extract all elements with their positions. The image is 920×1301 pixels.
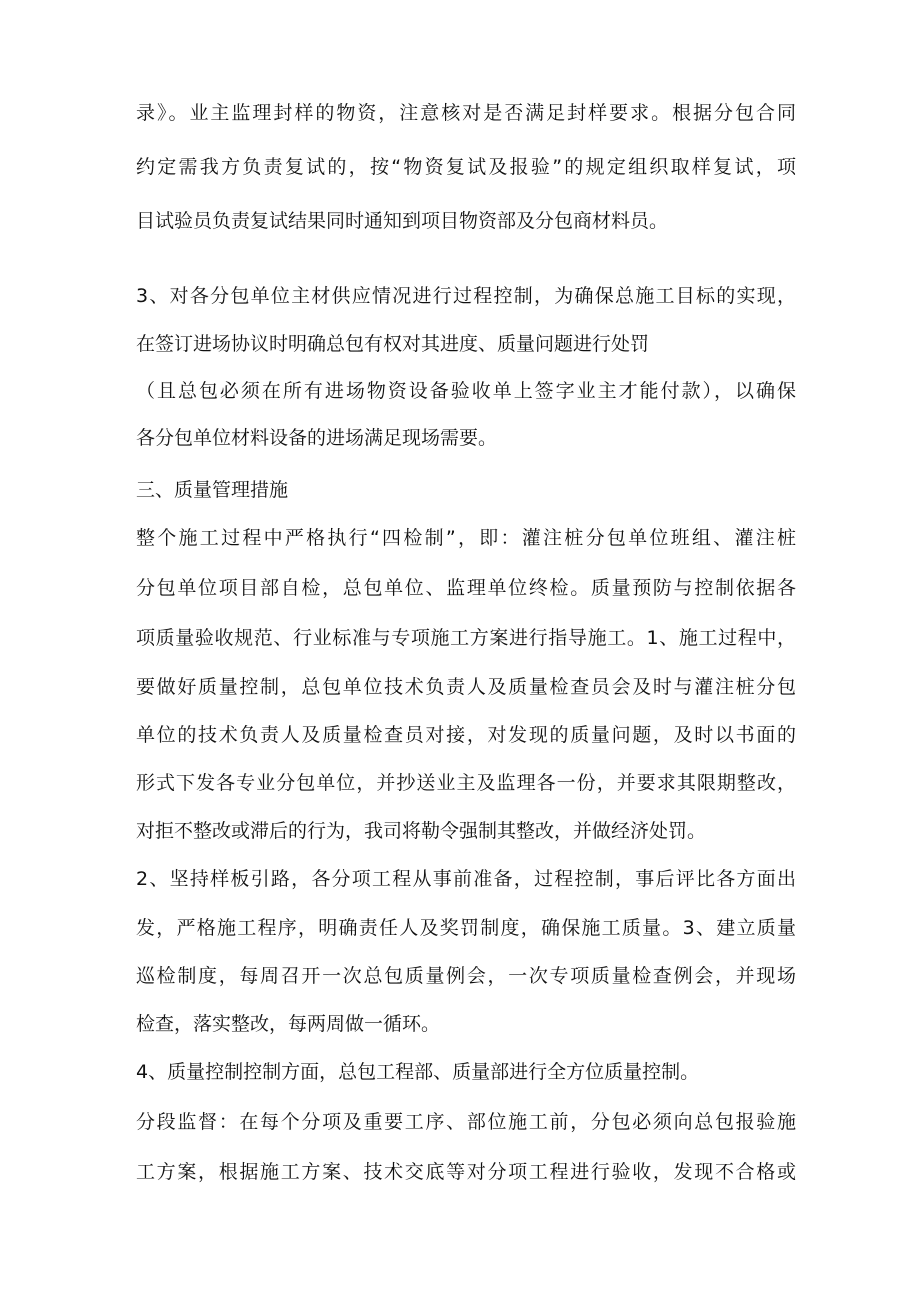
text-line: 分包单位项目部自检，总包单位、监理单位终检。质量预防与控制依据各 [136,577,796,599]
text-line: 分段监督：在每个分项及重要工序、部位施工前，分包必须向总包报验施 [136,1111,796,1133]
section-heading: 三、质量管理措施 [136,479,289,501]
text-line: 形式下发各专业分包单位，并抄送业主及监理各一份，并要求其限期整改， [136,772,796,794]
text-line: 单位的技术负责人及质量检查员对接，对发现的质量问题，及时以书面的 [136,724,796,746]
text-line: 巡检制度，每周召开一次总包质量例会，一次专项质量检查例会，并现场 [136,965,796,987]
text-line: 要做好质量控制，总包单位技术负责人及质量检查员会及时与灌注桩分包 [136,676,796,698]
text-line: 项质量验收规范、行业标准与专项施工方案进行指导施工。1、施工过程中， [136,627,796,649]
text-line: 对拒不整改或滞后的行为，我司将勒令强制其整改，并做经济处罚。 [136,820,707,842]
text-line: 发，严格施工程序，明确责任人及奖罚制度，确保施工质量。3、建立质量 [136,917,796,939]
text-line: 4、质量控制控制方面，总包工程部、质量部进行全方位质量控制。 [136,1061,700,1083]
text-line: 在签订进场协议时明确总包有权对其进度、质量问题进行处罚 [136,333,650,355]
text-line: 目试验员负责复试结果同时通知到项目物资部及分包商材料员。 [136,210,669,232]
text-line: 整个施工过程中严格执行“四检制”，即：灌注桩分包单位班组、灌注桩 [136,527,796,549]
text-line: 工方案，根据施工方案、技术交底等对分项工程进行验收，发现不合格或 [136,1161,796,1183]
text-line: （且总包必须在所有进场物资设备验收单上签字业主才能付款），以确保 [136,380,796,402]
text-line: 2、坚持样板引路，各分项工程从事前准备，过程控制，事后评比各方面出 [136,868,796,890]
text-line: 约定需我方负责复试的，按“物资复试及报验”的规定组织取样复试，项 [136,156,796,178]
text-line: 检查，落实整改，每两周做一循环。 [136,1013,441,1035]
text-line: 录》。业主监理封样的物资，注意核对是否满足封样要求。根据分包合同 [136,102,796,124]
text-line: 各分包单位材料设备的进场满足现场需要。 [136,427,498,449]
text-line: 3、对各分包单位主材供应情况进行过程控制，为确保总施工目标的实现， [136,285,796,307]
